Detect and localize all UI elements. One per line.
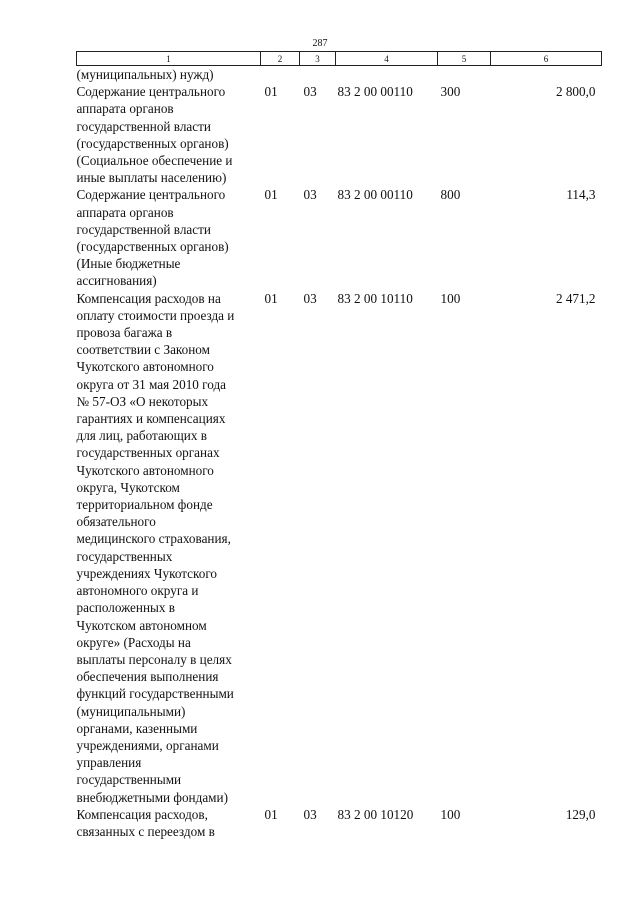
table-row bbox=[77, 83, 602, 186]
header-col-1: 1 bbox=[77, 52, 261, 66]
row-amount bbox=[491, 66, 602, 84]
row-section: 01 bbox=[264, 290, 278, 306]
header-col-5: 5 bbox=[438, 52, 491, 66]
row-name: Содержание центрального аппарата органов государственной власти (государственных органов) (Иные бюджетные ассигнования) bbox=[76, 187, 229, 289]
row-expense-type: 300 bbox=[440, 84, 461, 100]
row-name: (муниципальных) нужд) bbox=[76, 67, 214, 82]
header-col-3: 3 bbox=[300, 52, 336, 66]
row-subsection: 03 bbox=[303, 806, 317, 822]
row-expense-type bbox=[438, 66, 491, 84]
table-row bbox=[77, 186, 602, 289]
row-amount: 2 471,2 bbox=[555, 290, 596, 306]
table-row bbox=[77, 806, 602, 840]
row-section bbox=[261, 66, 300, 84]
row-subsection bbox=[300, 66, 336, 84]
row-subsection: 03 bbox=[303, 187, 317, 203]
row-expense-type: 800 bbox=[440, 187, 461, 203]
row-target-article bbox=[336, 66, 438, 84]
table-row bbox=[77, 66, 602, 84]
row-expense-type: 100 bbox=[440, 290, 461, 306]
row-name: Компенсация расходов на оплату стоимости проезда и провоза багажа в соответствии с Законом Чукотского автономного округа от 31 мая 2010 года № 57-ОЗ «О некоторых гарантиях и компенсациях для лиц, работающих в государственных органах Чукотского автономного округа, Чукотском территориальном фонде обязательного медицинского страхования, государственных учреждениях Чукотского автономного округа и расположенных в Чукотском автономном округе» (Расходы на выплаты персоналу в целях обеспечения выполнения функций государственными (муниципальными) органами, казенными учреждениями, органами управления государственными внебюджетными фондами) bbox=[76, 290, 235, 805]
row-subsection: 03 bbox=[303, 84, 317, 100]
row-target-article: 83 2 00 10120 bbox=[337, 806, 414, 822]
header-col-2: 2 bbox=[261, 52, 300, 66]
row-amount: 114,3 bbox=[566, 187, 596, 203]
row-expense-type: 100 bbox=[440, 806, 461, 822]
row-target-article: 83 2 00 10110 bbox=[337, 290, 413, 306]
row-section: 01 bbox=[264, 187, 278, 203]
header-col-6: 6 bbox=[491, 52, 602, 66]
page-number: 287 bbox=[312, 38, 328, 49]
row-section: 01 bbox=[264, 84, 278, 100]
row-amount: 129,0 bbox=[565, 806, 596, 822]
row-target-article: 83 2 00 00110 bbox=[337, 84, 413, 100]
row-name: Содержание центрального аппарата органов государственной власти (государственных органов) (Социальное обеспечение и иные выплаты населению) bbox=[76, 84, 233, 186]
row-name: Компенсация расходов, связанных с переездом в bbox=[76, 806, 215, 839]
row-section: 01 bbox=[264, 806, 278, 822]
row-target-article: 83 2 00 00110 bbox=[337, 187, 413, 203]
header-col-4: 4 bbox=[336, 52, 438, 66]
table-row bbox=[77, 290, 602, 806]
budget-table bbox=[76, 51, 602, 840]
table-header bbox=[77, 52, 602, 66]
row-amount: 2 800,0 bbox=[555, 84, 596, 100]
row-subsection: 03 bbox=[303, 290, 317, 306]
